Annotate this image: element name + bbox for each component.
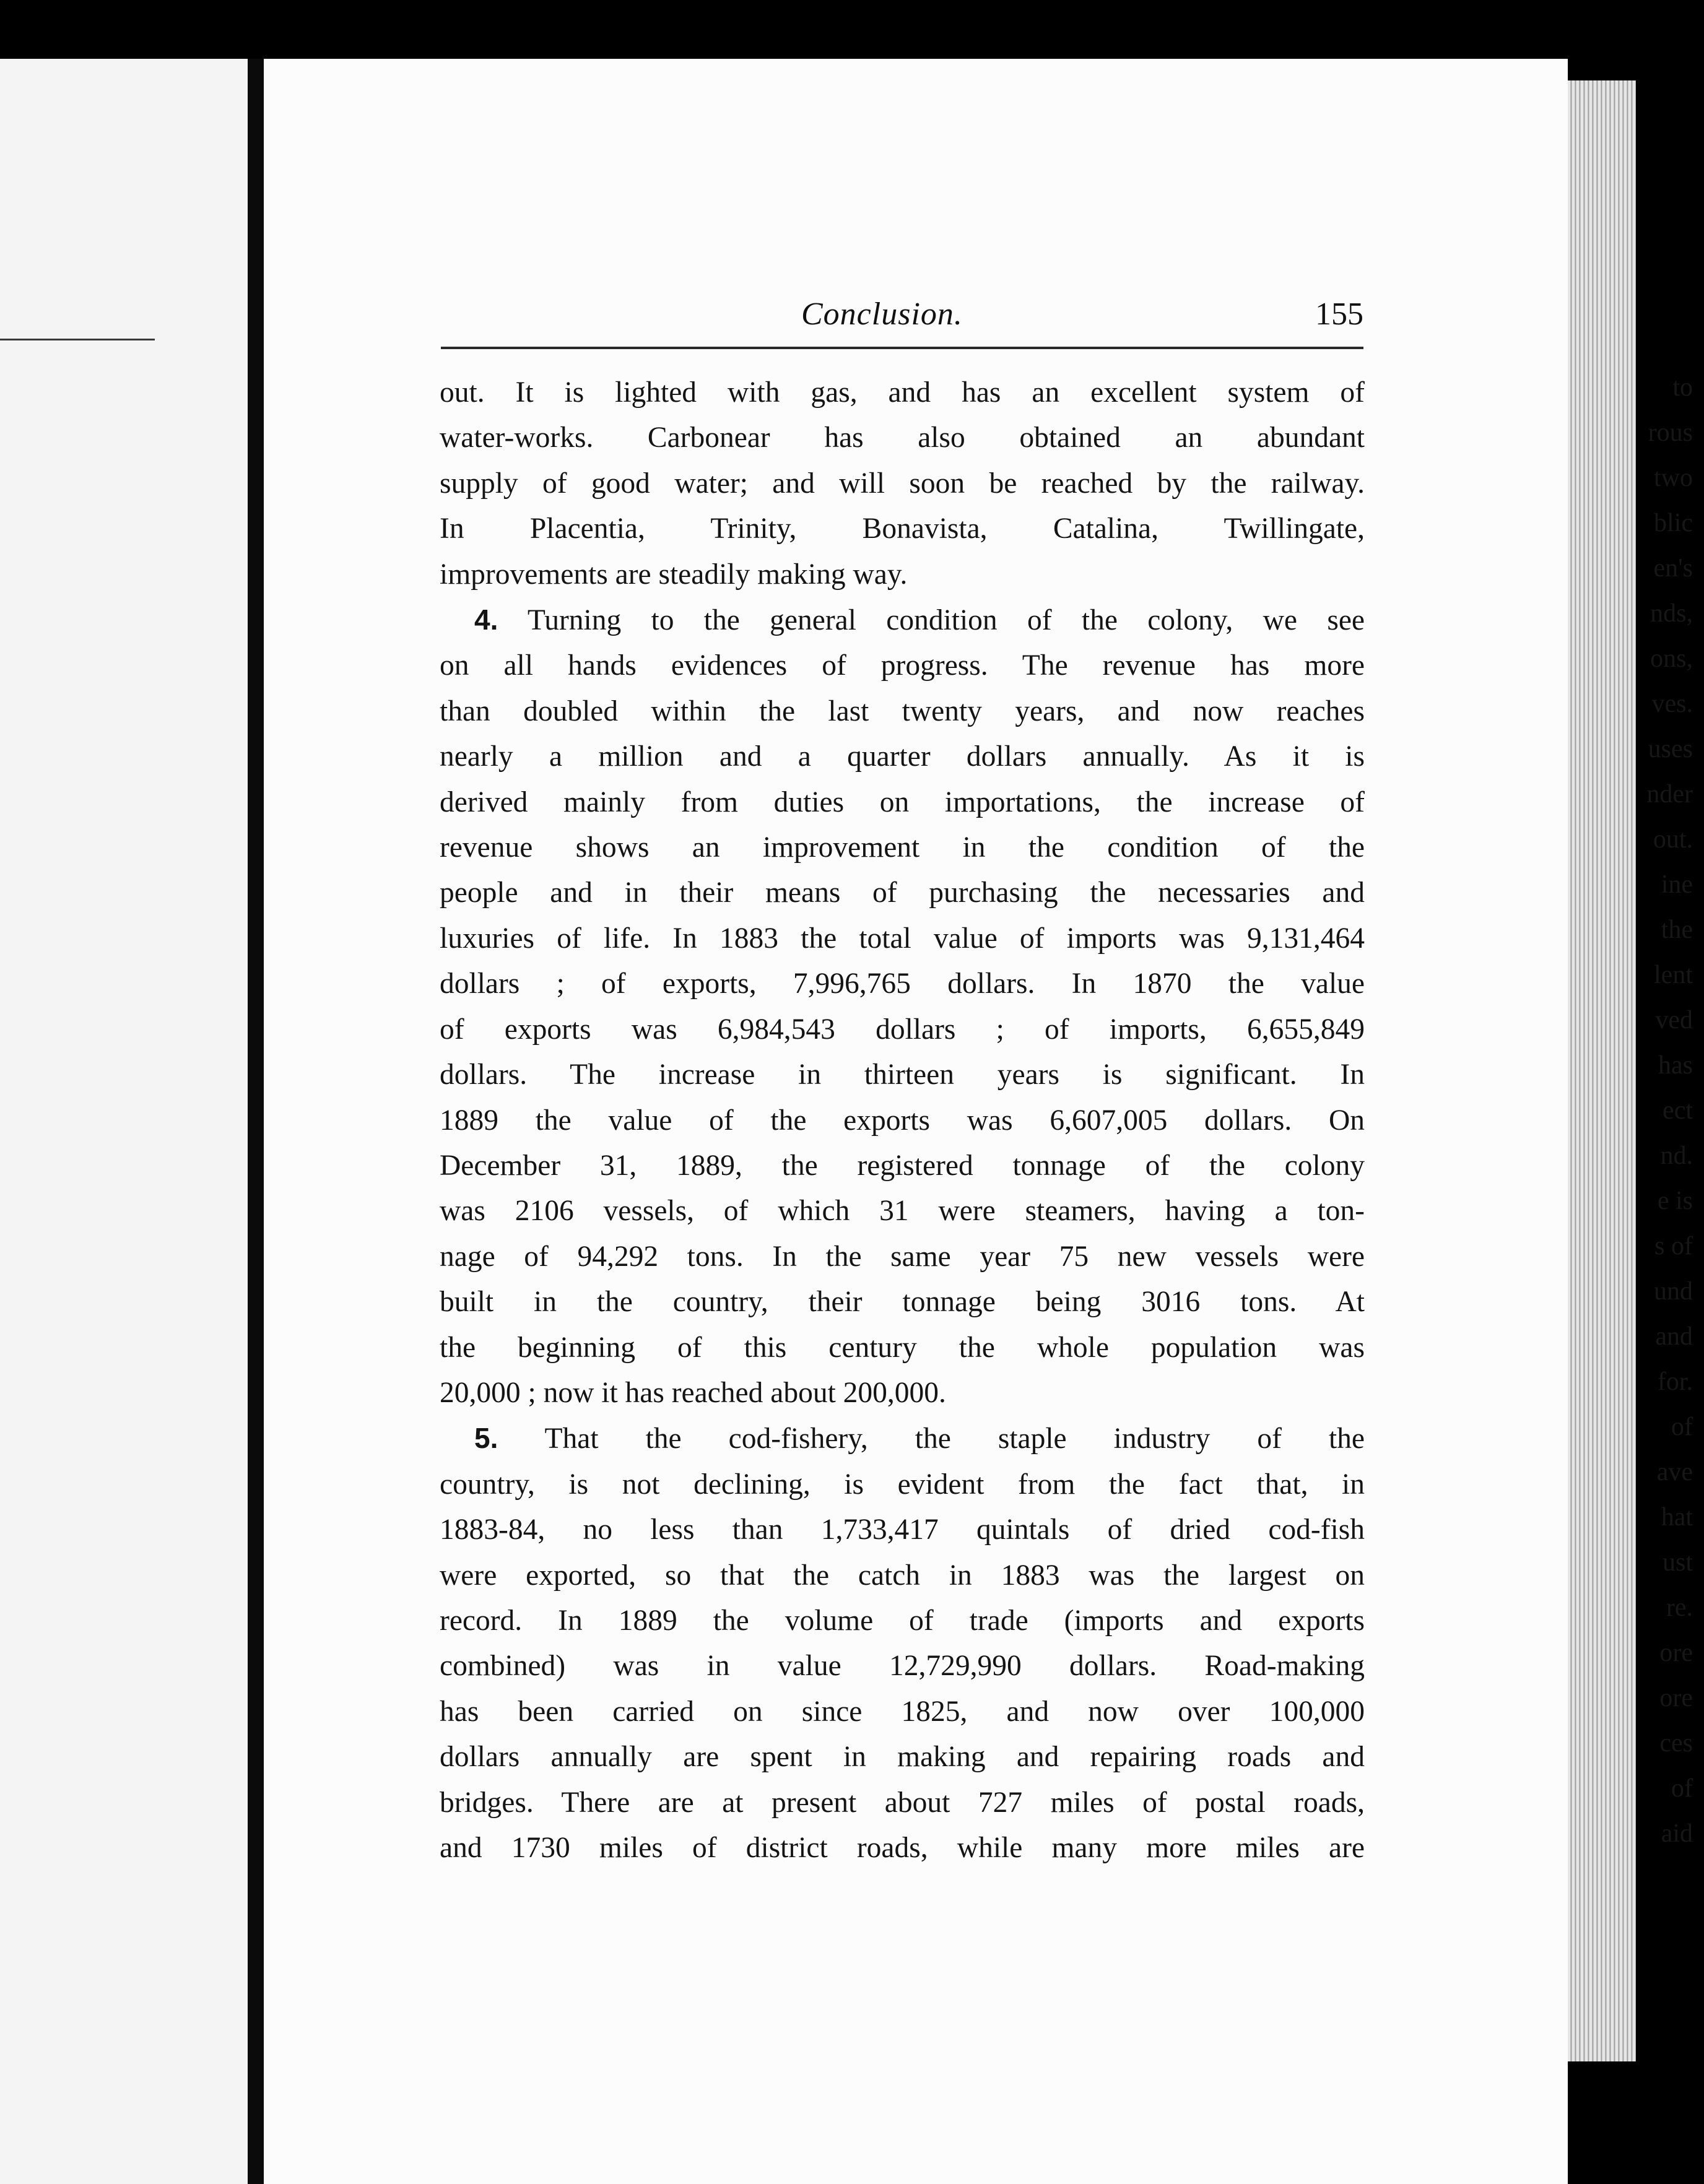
text-line: was 2106 vessels, of which 31 were steamers, having a ton- bbox=[440, 1195, 1365, 1228]
left-fragment: nd. bbox=[1660, 1142, 1693, 1170]
book-gutter bbox=[248, 59, 264, 2184]
left-fragment: ons, bbox=[1650, 644, 1693, 673]
left-fragment: e is bbox=[1657, 1187, 1693, 1215]
left-fragment: re. bbox=[1666, 1593, 1693, 1622]
left-fragment: of bbox=[1671, 1413, 1693, 1441]
text-line: people and in their means of purchasing the necessaries and bbox=[440, 877, 1365, 909]
text-line: has been carried on since 1825, and now over 100,000 bbox=[440, 1695, 1365, 1728]
text-line: record. In 1889 the volume of trade (imports and exports bbox=[440, 1604, 1365, 1637]
running-head bbox=[441, 296, 1363, 339]
body-text bbox=[440, 370, 1365, 1871]
text-line: of exports was 6,984,543 dollars ; of imports, 6,655,849 bbox=[440, 1013, 1365, 1046]
paragraph-5-first-line bbox=[440, 1416, 1365, 1462]
text-line: on all hands evidences of progress. The revenue has more bbox=[440, 649, 1365, 682]
left-fragment: blic bbox=[1654, 509, 1693, 537]
text-line: nage of 94,292 tons. In the same year 75 new vessels were bbox=[440, 1240, 1365, 1273]
text-line: dollars ; of exports, 7,996,765 dollars. In 1870 the value bbox=[440, 968, 1365, 1000]
left-fragment: und bbox=[1654, 1277, 1693, 1306]
left-fragment: en's bbox=[1653, 554, 1693, 583]
left-page-rule bbox=[0, 339, 155, 340]
text-line: 1883-84, no less than 1,733,417 quintals of dried cod-fish bbox=[440, 1514, 1365, 1546]
left-fragment: s of bbox=[1654, 1232, 1693, 1260]
left-fragment: of bbox=[1671, 1774, 1693, 1803]
text-line: and 1730 miles of district roads, while many more miles are bbox=[440, 1832, 1365, 1864]
text-line: out. It is lighted with gas, and has an excellent system of bbox=[440, 376, 1365, 409]
left-fragment: and bbox=[1655, 1322, 1693, 1351]
left-fragment: ore bbox=[1659, 1639, 1693, 1667]
left-fragment: ust bbox=[1662, 1548, 1693, 1577]
left-fragment: ine bbox=[1661, 870, 1693, 899]
paragraph-4-first-line bbox=[440, 597, 1365, 643]
left-fragment: uses bbox=[1648, 735, 1693, 763]
text-line: December 31, 1889, the registered tonnage of the colony bbox=[440, 1149, 1365, 1182]
left-fragment: ore bbox=[1659, 1684, 1693, 1712]
left-fragment: out. bbox=[1653, 825, 1693, 854]
left-fragment: nder bbox=[1646, 780, 1693, 808]
text-line: improvements are steadily making way. bbox=[440, 558, 908, 591]
left-fragment: hat bbox=[1661, 1503, 1693, 1532]
page-title: Conclusion. bbox=[801, 297, 963, 332]
text-line: water-works. Carbonear has also obtained an abundant bbox=[440, 422, 1365, 454]
left-fragment: to bbox=[1672, 373, 1693, 402]
section-number: 5. bbox=[474, 1422, 498, 1455]
page-number: 155 bbox=[1315, 297, 1363, 332]
text-line: dollars annually are spent in making and repairing roads and bbox=[440, 1741, 1365, 1774]
text-line: dollars. The increase in thirteen years is significant. In bbox=[440, 1059, 1365, 1091]
text-line: Turning to the general condition of the colony, we see bbox=[527, 604, 1365, 637]
text-line: luxuries of life. In 1883 the total value of imports was 9,131,464 bbox=[440, 922, 1365, 955]
text-line: combined) was in value 12,729,990 dollars. Road-making bbox=[440, 1650, 1365, 1683]
left-fragment: two bbox=[1654, 464, 1693, 492]
left-fragment: nds, bbox=[1650, 599, 1693, 628]
text-line: country, is not declining, is evident from the fact that, in bbox=[440, 1468, 1365, 1501]
text-line: than doubled within the last twenty years, and now reaches bbox=[440, 695, 1365, 727]
text-line: nearly a million and a quarter dollars annually. As it is bbox=[440, 740, 1365, 773]
header-rule bbox=[441, 347, 1363, 349]
left-fragment: aid bbox=[1661, 1819, 1693, 1848]
text-line: supply of good water; and will soon be reached by the railway. bbox=[440, 467, 1365, 500]
left-fragment: for. bbox=[1657, 1367, 1693, 1396]
left-fragment: rous bbox=[1648, 418, 1693, 447]
left-fragment: ect bbox=[1663, 1096, 1693, 1125]
left-fragment: lent bbox=[1654, 961, 1693, 989]
left-fragment: ave bbox=[1656, 1458, 1693, 1486]
text-line: derived mainly from duties on importations, the increase of bbox=[440, 786, 1365, 818]
text-line: In Placentia, Trinity, Bonavista, Catalina, Twillingate, bbox=[440, 513, 1365, 545]
text-line: 20,000 ; now it has reached about 200,000. bbox=[440, 1376, 946, 1409]
left-fragment: ces bbox=[1659, 1729, 1693, 1757]
text-line: 1889 the value of the exports was 6,607,005 dollars. On bbox=[440, 1104, 1365, 1137]
left-fragment: ves. bbox=[1651, 690, 1693, 718]
page-edges bbox=[1568, 80, 1636, 2061]
left-fragment: ved bbox=[1655, 1006, 1693, 1034]
text-line: That the cod-fishery, the staple industry of the bbox=[544, 1423, 1365, 1455]
left-fragment: the bbox=[1661, 916, 1693, 944]
text-line: built in the country, their tonnage being 3016 tons. At bbox=[440, 1286, 1365, 1319]
left-page bbox=[0, 59, 248, 2184]
left-fragment: has bbox=[1658, 1051, 1693, 1080]
text-line: were exported, so that the catch in 1883 was the largest on bbox=[440, 1559, 1365, 1592]
section-number: 4. bbox=[474, 604, 498, 636]
text-line: the beginning of this century the whole population was bbox=[440, 1331, 1365, 1364]
text-line: revenue shows an improvement in the condition of the bbox=[440, 831, 1365, 864]
text-line: bridges. There are at present about 727 miles of postal roads, bbox=[440, 1786, 1365, 1819]
